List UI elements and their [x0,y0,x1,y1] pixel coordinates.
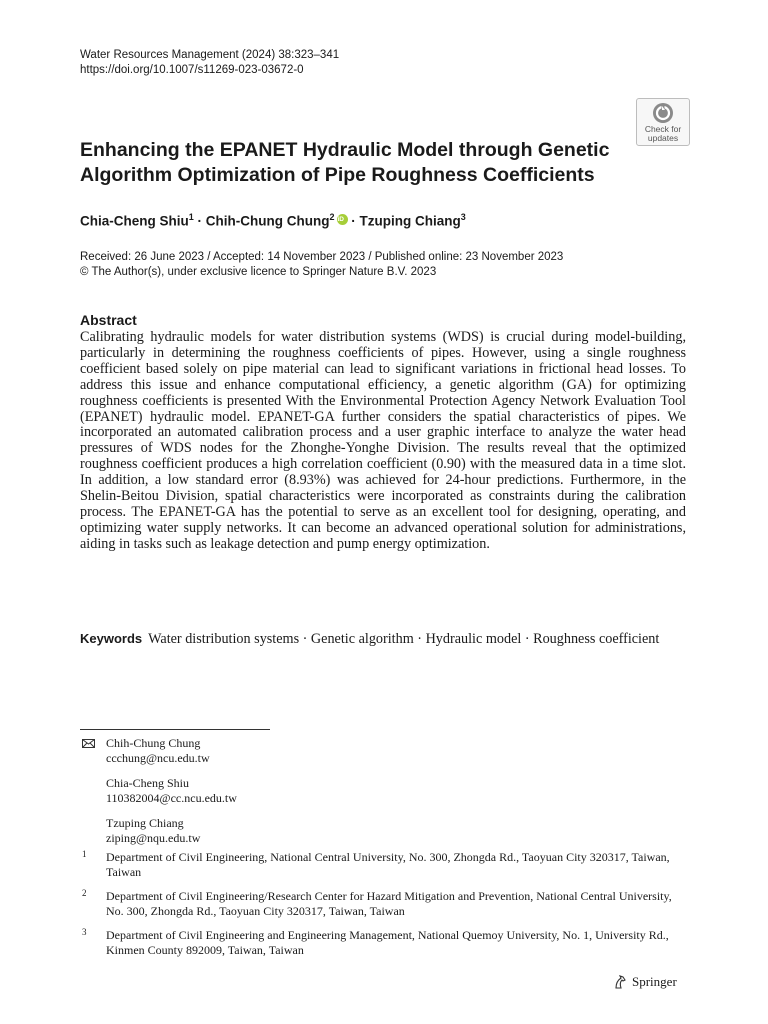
check-updates-label: Check for updates [644,124,682,143]
publisher-name: Springer [632,974,677,989]
affiliation-text: Department of Civil Engineering, National Central University, No. 300, Zhongda Rd., Taoyuan City 320317, Taiwan, Taiwan [106,850,670,879]
affiliation-text: Department of Civil Engineering/Research Center for Hazard Mitigation and Prevention, National Central University, No. 300, Zhongda Rd., Taoyuan City 320317, Taiwan, Taiwan [106,889,672,918]
affiliation-number: 3 [82,927,87,937]
contact-entry [80,816,480,846]
affiliation-text: Department of Civil Engineering and Engineering Management, National Quemoy University, No. 1, University Rd., Kinmen County 892009, Taiwan, Taiwan [106,928,669,957]
keywords-section [80,630,686,648]
contact-entry [80,776,480,806]
affiliation-entry [80,850,686,880]
author-name[interactable]: Chih-Chung Chung [205,213,330,229]
envelope-icon [82,739,95,748]
footnote-divider [80,729,270,730]
author-list [80,208,466,231]
journal-header [80,48,339,78]
doi-link[interactable]: https://doi.org/10.1007/s11269-023-03672-0 [80,64,304,76]
author-name[interactable]: Chia-Cheng Shiu [80,213,189,229]
contact-name: Chia-Cheng Shiu [106,776,189,790]
contact-list [80,736,480,856]
contact-email[interactable]: 110382004@cc.ncu.edu.tw [106,791,237,805]
copyright-line: © The Author(s), under exclusive licence to Springer Nature B.V. 2023 [80,266,437,278]
abstract-text: Calibrating hydraulic models for water distribution systems (WDS) is crucial during model-building, particularly in determining the roughness coefficients of pipes. However, using a single roughness coefficient based solely on pipe material can lead to significant variations in frictional head losses. To address this issue and enhance computational efficiency, a genetic algorithm (GA) for optimizing roughness coefficients is presented With the Environmental Protection Agency Network Evaluation Tool (EPANET) hydraulic model. EPANET-GA further considers the spatial characteristics of pipes. We incorporated an automated calibration process and a user graphic interface to analyze the water head pressures of WDS nodes for the Zhonghe-Yonghe Division. The results reveal that the optimized roughness coefficient produces a high correlation coefficient (0.90) with the measured data in a time slot. In addition, a low standard error (8.93%) was achieved for 24-hour predictions. Furthermore, in the Shelin-Beitou Division, spatial characteristics were incorporated as constraints during the calibration process. The EPANET-GA has the potential to serve as an excellent tool for designing, operating, and optimizing water supply networks. It can become an advanced operational solution for administrations, aiding in tasks such as leakage detection and pump energy optimization. [80,329,686,552]
affiliation-list [80,850,686,967]
keywords-label: Keywords [80,631,143,646]
author-name[interactable]: Tzuping Chiang [359,213,461,229]
author-affil-number: 1 [188,212,194,222]
orcid-icon[interactable] [337,214,348,225]
affiliation-entry [80,928,686,958]
contact-name: Chih-Chung Chung [106,736,201,750]
author-separator: · [347,213,360,229]
paper-title: Enhancing the EPANET Hydraulic Model through Genetic Algorithm Optimization of Pipe Roughness Coefficients [80,139,610,186]
affiliation-number: 1 [82,849,87,859]
contact-name: Tzuping Chiang [106,816,184,830]
dates-line: Received: 26 June 2023 / Accepted: 14 November 2023 / Published online: 23 November 2023 [80,251,564,263]
publication-dates [80,250,563,280]
abstract-heading: Abstract [80,312,137,328]
springer-horse-icon [612,974,628,990]
contact-entry [80,736,480,766]
check-updates-icon [652,102,674,124]
affiliation-entry [80,889,686,919]
affiliation-number: 2 [82,888,87,898]
keywords-text: Water distribution systems · Genetic algorithm · Hydraulic model · Roughness coefficient [148,631,660,647]
author-affil-number: 3 [460,212,466,222]
contact-email[interactable]: ccchung@ncu.edu.tw [106,751,210,765]
author-separator: · [193,213,206,229]
contact-email[interactable]: ziping@nqu.edu.tw [106,831,201,845]
publisher-footer [612,974,677,990]
journal-citation: Water Resources Management (2024) 38:323–341 [80,49,340,61]
author-affil-number: 2 [329,212,335,222]
check-for-updates-badge[interactable] [636,98,690,146]
